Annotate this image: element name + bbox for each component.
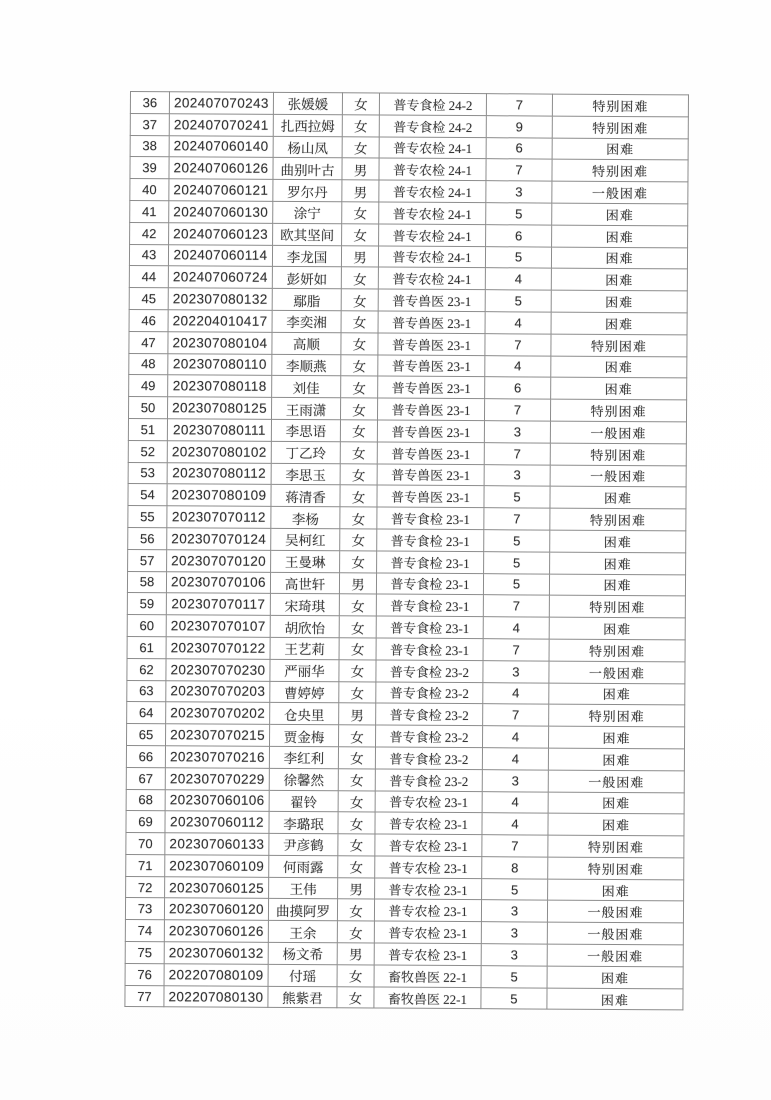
table-cell: 困难 bbox=[548, 879, 684, 902]
table-cell: 女 bbox=[341, 267, 378, 289]
table-cell: 202307080111 bbox=[167, 419, 271, 441]
table-cell: 女 bbox=[342, 202, 379, 224]
table-cell: 困难 bbox=[551, 312, 687, 335]
table-cell: 5 bbox=[485, 246, 551, 268]
table-cell: 202407060123 bbox=[169, 223, 273, 245]
table-cell: 女 bbox=[338, 812, 375, 834]
table-cell: 202407060724 bbox=[168, 266, 272, 288]
table-cell: 202307070107 bbox=[166, 615, 270, 637]
table-cell: 65 bbox=[127, 724, 166, 746]
table-cell: 69 bbox=[126, 811, 165, 833]
table-cell: 仓央里 bbox=[270, 703, 339, 725]
table-cell: 贾金梅 bbox=[269, 724, 338, 746]
table-cell: 特别困难 bbox=[550, 508, 686, 531]
table-cell: 李杨 bbox=[271, 507, 340, 529]
table-cell: 困难 bbox=[551, 377, 687, 400]
table-cell: 普专食检 23-1 bbox=[377, 529, 484, 551]
table-cell: 202307070124 bbox=[167, 528, 271, 550]
table-cell: 特别困难 bbox=[549, 595, 685, 618]
table-cell: 普专食检 24-2 bbox=[379, 93, 486, 115]
table-cell: 普专农检 23-1 bbox=[375, 878, 482, 900]
table-cell: 普专农检 24-1 bbox=[379, 137, 486, 159]
table-cell: 困难 bbox=[548, 748, 684, 771]
table-cell: 202307080132 bbox=[168, 288, 272, 310]
table-cell: 5 bbox=[484, 486, 550, 508]
table-cell: 202307060126 bbox=[164, 920, 268, 942]
table-cell: 严丽华 bbox=[270, 659, 339, 681]
table-cell: 胡欣怡 bbox=[270, 615, 339, 637]
table-cell: 女 bbox=[338, 790, 375, 812]
table-cell: 202407060126 bbox=[169, 157, 273, 179]
table-cell: 6 bbox=[485, 377, 551, 399]
table-cell: 普专农检 24-1 bbox=[378, 267, 485, 289]
table-cell: 特别困难 bbox=[552, 94, 688, 117]
table-cell: 202307070230 bbox=[166, 658, 270, 680]
table-cell: 女 bbox=[340, 551, 377, 573]
table-cell: 48 bbox=[129, 353, 168, 375]
table-cell: 202307080112 bbox=[167, 462, 271, 484]
student-roster-table-wrap bbox=[124, 91, 688, 1011]
table-cell: 5 bbox=[483, 573, 549, 595]
table-cell: 困难 bbox=[552, 225, 688, 248]
table-cell: 女 bbox=[338, 725, 375, 747]
table-cell: 70 bbox=[126, 833, 165, 855]
table-cell: 女 bbox=[341, 376, 378, 398]
table-cell: 王艺莉 bbox=[270, 637, 339, 659]
table-cell: 202204010417 bbox=[168, 310, 272, 332]
table-cell: 6 bbox=[486, 137, 552, 159]
table-cell: 普专农检 24-1 bbox=[379, 158, 486, 180]
table-cell: 39 bbox=[130, 157, 169, 179]
table-cell: 7 bbox=[485, 333, 551, 355]
table-cell: 普专兽医 23-1 bbox=[377, 398, 484, 420]
table-cell: 特别困难 bbox=[549, 704, 685, 727]
table-cell: 37 bbox=[130, 113, 169, 135]
table-cell: 困难 bbox=[549, 683, 685, 706]
table-cell: 62 bbox=[127, 658, 166, 680]
table-cell: 付瑶 bbox=[268, 964, 337, 986]
table-cell: 女 bbox=[340, 463, 377, 485]
table-cell: 女 bbox=[337, 986, 374, 1008]
table-cell: 46 bbox=[129, 309, 168, 331]
table-cell: 女 bbox=[342, 136, 379, 158]
table-cell: 畜牧兽医 22-1 bbox=[374, 987, 481, 1009]
table-cell: 202307080109 bbox=[167, 484, 271, 506]
table-cell: 女 bbox=[341, 311, 378, 333]
table-cell: 3 bbox=[484, 421, 550, 443]
table-cell: 困难 bbox=[551, 247, 687, 270]
table-cell: 202307080102 bbox=[167, 440, 271, 462]
table-cell: 特别困难 bbox=[552, 159, 688, 182]
table-cell: 68 bbox=[126, 789, 165, 811]
table-cell: 60 bbox=[127, 615, 166, 637]
table-cell: 普专兽医 23-1 bbox=[378, 289, 485, 311]
table-cell: 男 bbox=[339, 572, 376, 594]
table-cell: 普专农检 24-1 bbox=[379, 180, 486, 202]
table-cell: 一般困难 bbox=[550, 465, 686, 488]
table-cell: 54 bbox=[128, 484, 167, 506]
table-cell: 普专兽医 23-1 bbox=[378, 355, 485, 377]
table-cell: 4 bbox=[485, 268, 551, 290]
table-cell: 58 bbox=[127, 571, 166, 593]
table-cell: 困难 bbox=[549, 617, 685, 640]
table-cell: 7 bbox=[484, 442, 550, 464]
table-cell: 普专兽医 23-1 bbox=[377, 420, 484, 442]
table-cell: 202307070202 bbox=[166, 702, 270, 724]
table-cell: 72 bbox=[126, 876, 165, 898]
roster-table-body bbox=[125, 92, 689, 1011]
table-cell: 特别困难 bbox=[548, 857, 684, 880]
table-cell: 202307080104 bbox=[168, 332, 272, 354]
table-cell: 女 bbox=[340, 398, 377, 420]
table-cell: 特别困难 bbox=[552, 116, 688, 139]
table-cell: 困难 bbox=[551, 356, 687, 379]
table-cell: 普专农检 23-1 bbox=[374, 899, 481, 921]
table-cell: 欧其坚间 bbox=[273, 223, 342, 245]
table-cell: 杨山凤 bbox=[273, 136, 342, 158]
table-cell: 吴柯红 bbox=[271, 528, 340, 550]
table-cell: 5 bbox=[482, 878, 548, 900]
table-cell: 曹婷婷 bbox=[270, 681, 339, 703]
table-cell: 4 bbox=[482, 791, 548, 813]
table-cell: 困难 bbox=[550, 552, 686, 575]
table-cell: 5 bbox=[481, 987, 547, 1009]
table-cell: 女 bbox=[340, 507, 377, 529]
table-cell: 女 bbox=[340, 485, 377, 507]
table-cell: 熊紫君 bbox=[268, 986, 337, 1008]
table-cell: 女 bbox=[340, 442, 377, 464]
table-cell: 74 bbox=[125, 920, 164, 942]
table-cell: 51 bbox=[128, 418, 167, 440]
table-cell: 76 bbox=[125, 963, 164, 985]
table-cell: 4 bbox=[482, 726, 548, 748]
table-cell: 高顺 bbox=[272, 332, 341, 354]
table-cell: 77 bbox=[125, 985, 164, 1007]
table-cell: 普专兽医 23-1 bbox=[378, 311, 485, 333]
table-cell: 71 bbox=[126, 854, 165, 876]
table-cell: 蒋清香 bbox=[271, 485, 340, 507]
table-cell: 普专兽医 23-1 bbox=[377, 442, 484, 464]
table-cell: 59 bbox=[127, 593, 166, 615]
table-cell: 女 bbox=[339, 660, 376, 682]
table-cell: 普专食检 23-2 bbox=[375, 725, 482, 747]
table-cell: 202307070229 bbox=[165, 767, 269, 789]
table-cell: 202407070241 bbox=[169, 114, 273, 136]
table-cell: 202307070106 bbox=[166, 571, 270, 593]
table-cell: 7 bbox=[486, 94, 552, 116]
table-cell: 4 bbox=[485, 355, 551, 377]
table-cell: 男 bbox=[339, 703, 376, 725]
table-cell: 普专农检 23-1 bbox=[375, 834, 482, 856]
table-cell: 50 bbox=[128, 397, 167, 419]
table-cell: 男 bbox=[337, 943, 374, 965]
table-cell: 女 bbox=[339, 681, 376, 703]
table-cell: 202307070216 bbox=[165, 746, 269, 768]
table-cell: 普专食检 23-2 bbox=[376, 660, 483, 682]
table-cell: 困难 bbox=[548, 813, 684, 836]
table-cell: 67 bbox=[126, 767, 165, 789]
table-cell: 困难 bbox=[547, 988, 683, 1011]
table-cell: 40 bbox=[130, 179, 169, 201]
table-cell: 普专食检 23-1 bbox=[376, 616, 483, 638]
table-cell: 女 bbox=[339, 616, 376, 638]
table-cell: 6 bbox=[486, 224, 552, 246]
table-cell: 4 bbox=[482, 813, 548, 835]
table-cell: 特别困难 bbox=[548, 835, 684, 858]
table-cell: 202307080110 bbox=[168, 353, 272, 375]
table-cell: 202307080118 bbox=[168, 375, 272, 397]
table-cell: 一般困难 bbox=[547, 944, 683, 967]
table-cell: 202307060106 bbox=[165, 789, 269, 811]
table-cell: 202307070203 bbox=[166, 680, 270, 702]
table-cell: 一般困难 bbox=[548, 770, 684, 793]
table-cell: 普专农检 23-1 bbox=[375, 791, 482, 813]
table-cell: 困难 bbox=[551, 290, 687, 313]
table-cell: 困难 bbox=[551, 268, 687, 291]
table-cell: 7 bbox=[483, 639, 549, 661]
table-cell: 女 bbox=[338, 747, 375, 769]
table-cell: 4 bbox=[483, 682, 549, 704]
table-cell: 杨文希 bbox=[268, 942, 337, 964]
table-cell: 鄢脂 bbox=[272, 289, 341, 311]
table-cell: 困难 bbox=[550, 486, 686, 509]
table-cell: 普专兽医 23-1 bbox=[378, 376, 485, 398]
table-cell: 普专食检 24-2 bbox=[379, 115, 486, 137]
table-cell: 202307060132 bbox=[164, 942, 268, 964]
table-cell: 3 bbox=[484, 464, 550, 486]
table-cell: 66 bbox=[126, 745, 165, 767]
table-cell: 202307060133 bbox=[165, 833, 269, 855]
table-cell: 36 bbox=[130, 92, 169, 114]
table-cell: 普专兽医 23-1 bbox=[377, 464, 484, 486]
table-cell: 202307080125 bbox=[167, 397, 271, 419]
table-cell: 202307070215 bbox=[166, 724, 270, 746]
table-cell: 特别困难 bbox=[550, 443, 686, 466]
student-roster-table bbox=[124, 91, 689, 1011]
table-cell: 丁乙玲 bbox=[271, 441, 340, 463]
table-cell: 普专农检 24-1 bbox=[379, 202, 486, 224]
table-cell: 曲别叶古 bbox=[273, 158, 342, 180]
table-cell: 曲摸阿罗 bbox=[268, 899, 337, 921]
table-cell: 普专食检 23-1 bbox=[376, 573, 483, 595]
table-cell: 202407070243 bbox=[169, 92, 273, 114]
table-cell: 202307060112 bbox=[165, 811, 269, 833]
table-cell: 困难 bbox=[552, 138, 688, 161]
table-cell: 李思玉 bbox=[271, 463, 340, 485]
table-cell: 56 bbox=[128, 527, 167, 549]
table-cell: 4 bbox=[482, 748, 548, 770]
table-cell: 57 bbox=[128, 549, 167, 571]
table-cell: 9 bbox=[486, 115, 552, 137]
table-cell: 202407060114 bbox=[168, 244, 272, 266]
table-cell: 女 bbox=[338, 834, 375, 856]
table-cell: 42 bbox=[130, 222, 169, 244]
table-cell: 202407060130 bbox=[169, 201, 273, 223]
table-cell: 一般困难 bbox=[550, 421, 686, 444]
table-cell: 困难 bbox=[547, 966, 683, 989]
table-cell: 高世轩 bbox=[270, 572, 339, 594]
table-cell: 李奕湘 bbox=[272, 310, 341, 332]
table-cell: 普专食检 23-2 bbox=[375, 747, 482, 769]
table-cell: 女 bbox=[338, 856, 375, 878]
table-cell: 3 bbox=[482, 769, 548, 791]
table-cell: 61 bbox=[127, 636, 166, 658]
table-cell: 202407060121 bbox=[169, 179, 273, 201]
table-cell: 困难 bbox=[550, 530, 686, 553]
table-cell: 女 bbox=[337, 921, 374, 943]
table-cell: 5 bbox=[484, 551, 550, 573]
table-cell: 困难 bbox=[548, 792, 684, 815]
table-cell: 普专农检 23-1 bbox=[374, 943, 481, 965]
table-cell: 43 bbox=[129, 244, 168, 266]
table-cell: 女 bbox=[337, 899, 374, 921]
table-cell: 一般困难 bbox=[547, 901, 683, 924]
table-cell: 53 bbox=[128, 462, 167, 484]
table-cell: 宋琦琪 bbox=[270, 594, 339, 616]
table-cell: 3 bbox=[486, 181, 552, 203]
table-cell: 202207080109 bbox=[164, 964, 268, 986]
table-cell: 李红利 bbox=[269, 746, 338, 768]
table-cell: 一般困难 bbox=[549, 661, 685, 684]
table-cell: 翟铃 bbox=[269, 790, 338, 812]
table-cell: 47 bbox=[129, 331, 168, 353]
table-cell: 202307060125 bbox=[165, 876, 269, 898]
table-cell: 4 bbox=[485, 312, 551, 334]
table-cell: 7 bbox=[484, 508, 550, 530]
table-row bbox=[125, 985, 683, 1010]
table-cell: 202307070112 bbox=[167, 506, 271, 528]
table-cell: 44 bbox=[129, 266, 168, 288]
table-cell: 3 bbox=[481, 900, 547, 922]
table-cell: 普专兽医 23-1 bbox=[377, 485, 484, 507]
table-cell: 5 bbox=[484, 530, 550, 552]
table-cell: 男 bbox=[338, 877, 375, 899]
table-cell: 女 bbox=[338, 768, 375, 790]
table-cell: 202407060140 bbox=[169, 135, 273, 157]
table-cell: 7 bbox=[483, 704, 549, 726]
table-cell: 女 bbox=[342, 93, 379, 115]
table-cell: 41 bbox=[130, 200, 169, 222]
table-cell: 徐馨然 bbox=[269, 768, 338, 790]
table-cell: 普专农检 23-1 bbox=[375, 812, 482, 834]
table-cell: 202307070120 bbox=[167, 549, 271, 571]
table-cell: 45 bbox=[129, 288, 168, 310]
table-cell: 特别困难 bbox=[551, 334, 687, 357]
table-cell: 李顺燕 bbox=[272, 354, 341, 376]
table-cell: 女 bbox=[340, 529, 377, 551]
table-cell: 5 bbox=[481, 966, 547, 988]
table-cell: 52 bbox=[128, 440, 167, 462]
table-cell: 4 bbox=[483, 617, 549, 639]
table-cell: 女 bbox=[342, 224, 379, 246]
table-cell: 5 bbox=[486, 203, 552, 225]
table-cell: 75 bbox=[125, 942, 164, 964]
table-cell: 普专兽医 23-1 bbox=[378, 333, 485, 355]
table-cell: 普专食检 23-1 bbox=[376, 594, 483, 616]
table-cell: 3 bbox=[483, 660, 549, 682]
table-cell: 202307060120 bbox=[164, 898, 268, 920]
table-cell: 男 bbox=[342, 180, 379, 202]
table-cell: 7 bbox=[483, 595, 549, 617]
table-cell: 男 bbox=[341, 245, 378, 267]
table-cell: 刘佳 bbox=[272, 376, 341, 398]
table-cell: 男 bbox=[342, 158, 379, 180]
table-cell: 普专食检 23-2 bbox=[376, 703, 483, 725]
table-cell: 特别困难 bbox=[549, 639, 685, 662]
table-cell: 李璐珉 bbox=[269, 812, 338, 834]
table-cell: 李思语 bbox=[271, 419, 340, 441]
table-cell: 女 bbox=[337, 965, 374, 987]
table-cell: 7 bbox=[484, 399, 550, 421]
table-cell: 扎西拉姆 bbox=[273, 114, 342, 136]
table-cell: 何雨露 bbox=[269, 855, 338, 877]
table-cell: 尹彦鹤 bbox=[269, 833, 338, 855]
table-cell: 困难 bbox=[549, 574, 685, 597]
table-cell: 7 bbox=[486, 159, 552, 181]
table-cell: 王曼琳 bbox=[271, 550, 340, 572]
table-cell: 女 bbox=[339, 594, 376, 616]
table-cell: 55 bbox=[128, 506, 167, 528]
table-cell: 普专农检 24-1 bbox=[379, 224, 486, 246]
table-cell: 特别困难 bbox=[550, 399, 686, 422]
table-cell: 张媛媛 bbox=[273, 92, 342, 114]
table-cell: 女 bbox=[341, 333, 378, 355]
table-cell: 女 bbox=[340, 420, 377, 442]
table-cell: 彭妍如 bbox=[272, 267, 341, 289]
table-cell: 63 bbox=[127, 680, 166, 702]
table-cell: 202307060109 bbox=[165, 855, 269, 877]
table-cell: 普专食检 23-1 bbox=[376, 638, 483, 660]
table-cell: 王余 bbox=[268, 921, 337, 943]
table-cell: 3 bbox=[481, 922, 547, 944]
table-cell: 5 bbox=[485, 290, 551, 312]
table-cell: 普专食检 23-1 bbox=[377, 507, 484, 529]
table-cell: 38 bbox=[130, 135, 169, 157]
table-cell: 王伟 bbox=[269, 877, 338, 899]
table-cell: 64 bbox=[127, 702, 166, 724]
table-cell: 女 bbox=[341, 289, 378, 311]
table-cell: 畜牧兽医 22-1 bbox=[374, 965, 481, 987]
table-cell: 普专食检 23-2 bbox=[376, 682, 483, 704]
table-cell: 女 bbox=[341, 354, 378, 376]
table-cell: 49 bbox=[129, 375, 168, 397]
table-cell: 202207080130 bbox=[164, 985, 268, 1007]
table-cell: 普专食检 23-2 bbox=[375, 769, 482, 791]
table-cell: 女 bbox=[342, 115, 379, 137]
table-cell: 困难 bbox=[552, 203, 688, 226]
table-cell: 73 bbox=[125, 898, 164, 920]
table-cell: 女 bbox=[339, 638, 376, 660]
table-cell: 8 bbox=[482, 857, 548, 879]
table-cell: 202307070122 bbox=[166, 637, 270, 659]
table-cell: 一般困难 bbox=[547, 922, 683, 945]
table-cell: 普专农检 23-1 bbox=[374, 921, 481, 943]
table-cell: 王雨潇 bbox=[271, 398, 340, 420]
table-cell: 202307070117 bbox=[166, 593, 270, 615]
table-cell: 李龙国 bbox=[272, 245, 341, 267]
table-cell: 普专农检 23-1 bbox=[375, 856, 482, 878]
table-cell: 普专食检 23-1 bbox=[377, 551, 484, 573]
table-cell: 7 bbox=[482, 835, 548, 857]
table-cell: 困难 bbox=[548, 726, 684, 749]
table-cell: 一般困难 bbox=[552, 181, 688, 204]
table-cell: 普专农检 24-1 bbox=[378, 246, 485, 268]
table-cell: 3 bbox=[481, 944, 547, 966]
table-cell: 涂宁 bbox=[273, 201, 342, 223]
table-cell: 罗尔丹 bbox=[273, 180, 342, 202]
